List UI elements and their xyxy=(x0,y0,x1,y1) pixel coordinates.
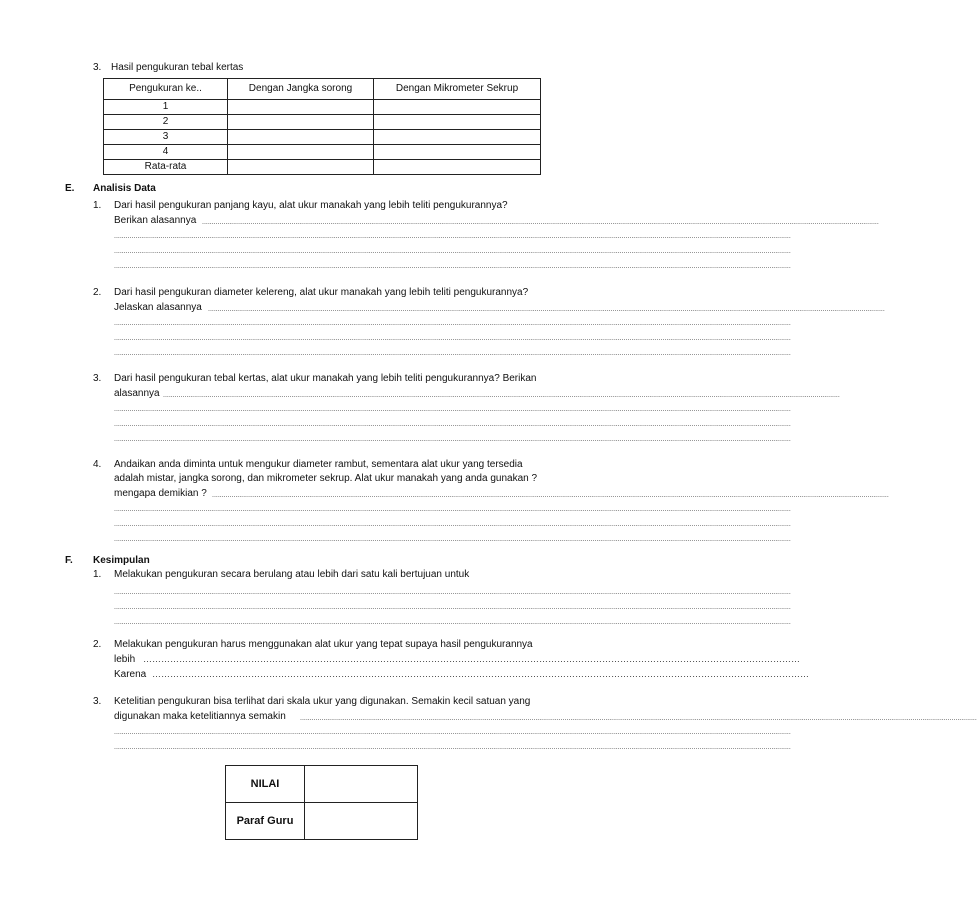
row-label: Rata-rata xyxy=(104,160,228,175)
cell-input[interactable] xyxy=(228,145,374,160)
e4-line3: mengapa demikian ? xyxy=(114,488,207,499)
measurement-table xyxy=(103,78,541,175)
section3-number: 3. xyxy=(93,62,102,73)
e2-line2: Jelaskan alasannya xyxy=(114,302,202,313)
e2-number: 2. xyxy=(93,287,102,298)
e2-answer-dots[interactable]: ............................................................................................................................................................................................................................................................................................................................................................ xyxy=(208,306,885,313)
table-row xyxy=(104,145,541,160)
row-label: 4 xyxy=(104,145,228,160)
table-row xyxy=(104,100,541,115)
table-row xyxy=(104,130,541,145)
header-pengukuran: Pengukuran ke.. xyxy=(104,79,228,100)
row-label: 2 xyxy=(104,115,228,130)
e4-number: 4. xyxy=(93,459,102,470)
e3-number: 3. xyxy=(93,373,102,384)
f3-answer-dots[interactable]: ............................................................................................................................................................................................................................................................................................................................................................ xyxy=(300,715,977,722)
e2-answer-line[interactable]: ............................................................................................................................................................................................................................................................................................................................................................ xyxy=(114,335,791,342)
f3-line1: Ketelitian pengukuran bisa terlihat dari skala ukur yang digunakan. Semakin kecil satuan yang xyxy=(114,696,531,707)
nilai-value-cell[interactable] xyxy=(305,766,418,803)
e2-line1: Dari hasil pengukuran diameter kelereng, alat ukur manakah yang lebih teliti pengukurannya? xyxy=(114,287,529,298)
e4-line2: adalah mistar, jangka sorong, dan mikrometer sekrup. Alat ukur manakah yang anda gunakan ? xyxy=(114,473,538,484)
paraf-guru-value-cell[interactable] xyxy=(305,803,418,840)
e2-answer-line[interactable]: ............................................................................................................................................................................................................................................................................................................................................................ xyxy=(114,320,791,327)
f3-answer-line[interactable]: ............................................................................................................................................................................................................................................................................................................................................................ xyxy=(114,744,791,751)
e3-answer-line[interactable]: ............................................................................................................................................................................................................................................................................................................................................................ xyxy=(114,436,791,443)
e4-answer-dots[interactable]: ............................................................................................................................................................................................................................................................................................................................................................ xyxy=(212,492,889,499)
table-row xyxy=(104,115,541,130)
table-row xyxy=(104,160,541,175)
section-f-title: Kesimpulan xyxy=(93,555,150,566)
e1-line1: Dari hasil pengukuran panjang kayu, alat ukur manakah yang lebih teliti pengukurannya? xyxy=(114,200,508,211)
e1-answer-line[interactable]: ............................................................................................................................................................................................................................................................................................................................................................ xyxy=(114,263,791,270)
f1-answer-line[interactable]: ............................................................................................................................................................................................................................................................................................................................................................ xyxy=(114,619,791,626)
f3-line2: digunakan maka ketelitiannya semakin xyxy=(114,711,286,722)
e2-answer-line[interactable]: ............................................................................................................................................................................................................................................................................................................................................................ xyxy=(114,350,791,357)
header-mikrometer: Dengan Mikrometer Sekrup xyxy=(374,79,541,100)
cell-input[interactable] xyxy=(374,160,541,175)
header-jangka-sorong: Dengan Jangka sorong xyxy=(228,79,374,100)
e4-answer-line[interactable]: ............................................................................................................................................................................................................................................................................................................................................................ xyxy=(114,521,791,528)
e1-number: 1. xyxy=(93,200,102,211)
e4-answer-line[interactable]: ............................................................................................................................................................................................................................................................................................................................................................ xyxy=(114,536,791,543)
f3-number: 3. xyxy=(93,696,102,707)
e3-answer-dots[interactable]: ............................................................................................................................................................................................................................................................................................................................................................ xyxy=(163,392,840,399)
f2-answer-bullets[interactable]: ………………………………………………………………………………………………………………………………………………………………………………………………… xyxy=(143,654,800,664)
e1-line2: Berikan alasannya xyxy=(114,215,197,226)
e3-answer-line[interactable]: ............................................................................................................................................................................................................................................................................................................................................................ xyxy=(114,406,791,413)
section3-title: Hasil pengukuran tebal kertas xyxy=(111,62,244,73)
e1-answer-dots[interactable]: ............................................................................................................................................................................................................................................................................................................................................................ xyxy=(202,219,879,226)
f1-answer-line[interactable]: ............................................................................................................................................................................................................................................................................................................................................................ xyxy=(114,589,791,596)
cell-input[interactable] xyxy=(374,145,541,160)
f3-answer-line[interactable]: ............................................................................................................................................................................................................................................................................................................................................................ xyxy=(114,729,791,736)
f2-answer-bullets[interactable]: ………………………………………………………………………………………………………………………………………………………………………………………………… xyxy=(152,669,809,679)
e3-line1: Dari hasil pengukuran tebal kertas, alat ukur manakah yang lebih teliti pengukurannya? Berikan xyxy=(114,373,537,384)
e1-answer-line[interactable]: ............................................................................................................................................................................................................................................................................................................................................................ xyxy=(114,233,791,240)
f1-number: 1. xyxy=(93,569,102,580)
cell-input[interactable] xyxy=(228,115,374,130)
row-label: 1 xyxy=(104,100,228,115)
e3-answer-line[interactable]: ............................................................................................................................................................................................................................................................................................................................................................ xyxy=(114,421,791,428)
f1-line1: Melakukan pengukuran secara berulang atau lebih dari satu kali bertujuan untuk xyxy=(114,569,470,580)
f1-answer-line[interactable]: ............................................................................................................................................................................................................................................................................................................................................................ xyxy=(114,604,791,611)
f2-line3-label: Karena xyxy=(114,669,147,680)
score-table xyxy=(225,765,418,840)
cell-input[interactable] xyxy=(374,130,541,145)
f2-line2-label: lebih xyxy=(114,654,136,665)
e4-answer-line[interactable]: ............................................................................................................................................................................................................................................................................................................................................................ xyxy=(114,506,791,513)
cell-input[interactable] xyxy=(374,115,541,130)
cell-input[interactable] xyxy=(374,100,541,115)
e4-line1: Andaikan anda diminta untuk mengukur diameter rambut, sementara alat ukur yang tersedia xyxy=(114,459,523,470)
cell-input[interactable] xyxy=(228,130,374,145)
paraf-guru-label: Paraf Guru xyxy=(226,803,305,840)
f2-number: 2. xyxy=(93,639,102,650)
row-label: 3 xyxy=(104,130,228,145)
e3-line2: alasannya xyxy=(114,388,160,399)
e1-answer-line[interactable]: ............................................................................................................................................................................................................................................................................................................................................................ xyxy=(114,248,791,255)
section-f-letter: F. xyxy=(65,555,73,566)
cell-input[interactable] xyxy=(228,100,374,115)
nilai-label: NILAI xyxy=(226,766,305,803)
cell-input[interactable] xyxy=(228,160,374,175)
section-e-letter: E. xyxy=(65,183,75,194)
section-e-title: Analisis Data xyxy=(93,183,156,194)
f2-line1: Melakukan pengukuran harus menggunakan alat ukur yang tepat supaya hasil pengukurannya xyxy=(114,639,533,650)
